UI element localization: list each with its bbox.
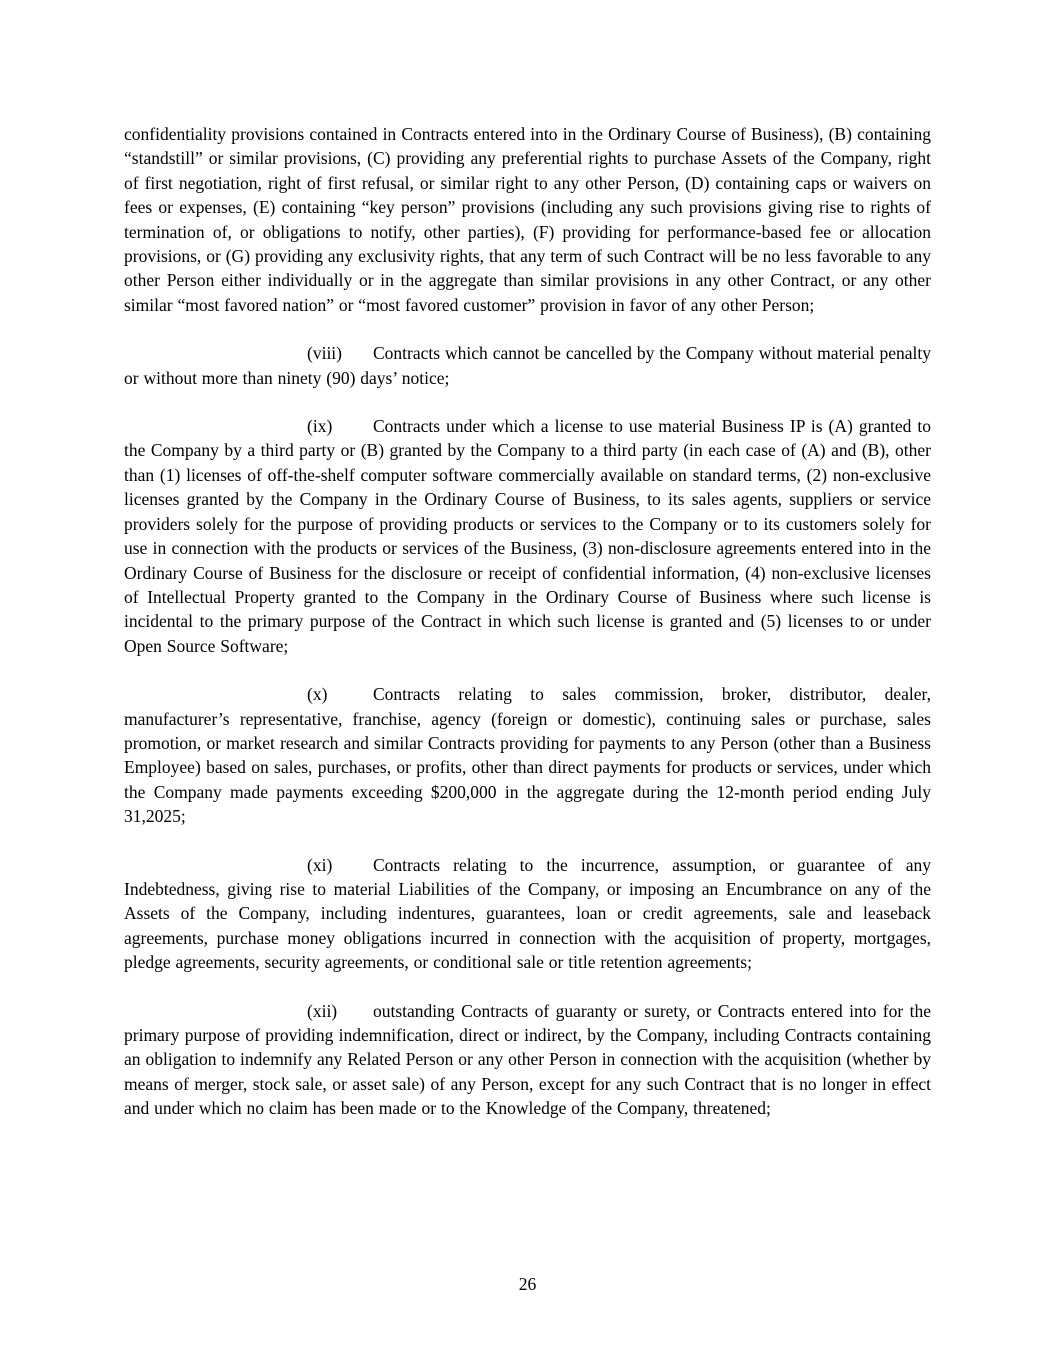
clause-viii-label: (viii) (307, 343, 342, 364)
clause-xi (124, 853, 931, 975)
clause-ix-text: Contracts under which a license to use material Business IP is (A) granted to the Company by a third party or (B) granted by the Company to a third party (in each case of (A) and (B), other than (1) licenses of off-the-shelf computer software commercially available on standard terms, (2) non-exclusive licenses granted by the Company in the Ordinary Course of Business, to its sales agents, suppliers or service providers solely for the purpose of providing products or services to the Company or to its customers solely for use in connection with the products or services of the Business, (3) non-disclosure agreements entered into in the Ordinary Course of Business for the disclosure or receipt of confidential information, (4) non-exclusive licenses of Intellectual Property granted to the Company in the Ordinary Course of Business where such license is incidental to the primary purpose of the Contract in which such license is granted and (5) licenses to or under Open Source Software; (124, 416, 931, 656)
paragraph-continuation: confidentiality provisions contained in Contracts entered into in the Ordinary Course of Business), (B) containing “standstill” or similar provisions, (C) providing any preferential rights to purchase Assets of the Company, right of first negotiation, right of first refusal, or similar right to any other Person, (D) containing caps or waivers on fees or expenses, (E) containing “key person” provisions (including any such provisions giving rise to rights of termination of, or obligations to notify, other parties), (F) providing for performance-based fee or allocation provisions, or (G) providing any exclusivity rights, that any term of such Contract will be no less favorable to any other Person either individually or in the aggregate than similar provisions in any other Contract, or any other similar “most favored nation” or “most favored customer” provision in favor of any other Person; (124, 124, 931, 315)
clause-x (124, 682, 931, 828)
clause-xi-text: Contracts relating to the incurrence, assumption, or guarantee of any Indebtedness, giving rise to material Liabilities of the Company, or imposing an Encumbrance on any of the Assets of the Company, including indentures, guarantees, loan or credit agreements, sale and leaseback agreements, purchase money obligations incurred in connection with the acquisition of property, mortgages, pledge agreements, security agreements, or conditional sale or title retention agreements; (124, 854, 931, 973)
page-number: 26 (518, 1274, 537, 1294)
clause-ix (124, 414, 931, 658)
clause-x-text: Contracts relating to sales commission, broker, distributor, dealer, manufacturer’s representative, franchise, agency (foreign or domestic), continuing sales or purchase, sales promotion, or market research and similar Contracts providing for payments to any Person (other than a Business Employee) based on sales, purchases, or profits, other than direct payments for products or services, under which the Company made payments exceeding $200,000 in the aggregate during the 12-month period ending July 31,2025; (124, 684, 931, 827)
clause-viii (124, 341, 931, 390)
clause-xii-text: outstanding Contracts of guaranty or surety, or Contracts entered into for the primary purpose of providing indemnification, direct or indirect, by the Company, including Contracts containing an obligation to indemnify any Related Person or any other Person in connection with the acquisition (whether by means of merger, stock sale, or asset sale) of any Person, except for any such Contract that is no longer in effect and under which no claim has been made or to the Knowledge of the Company, threatened; (124, 1000, 931, 1119)
clause-x-label: (x) (307, 684, 328, 705)
clause-ix-label: (ix) (307, 416, 333, 437)
clause-xii-label: (xii) (307, 1000, 338, 1021)
clause-viii-text: Contracts which cannot be cancelled by the Company without material penalty or without more than ninety (90) days’ notice; (124, 343, 931, 388)
clause-xii (124, 999, 931, 1121)
clause-xi-label: (xi) (307, 854, 333, 875)
page-body (124, 122, 931, 1145)
